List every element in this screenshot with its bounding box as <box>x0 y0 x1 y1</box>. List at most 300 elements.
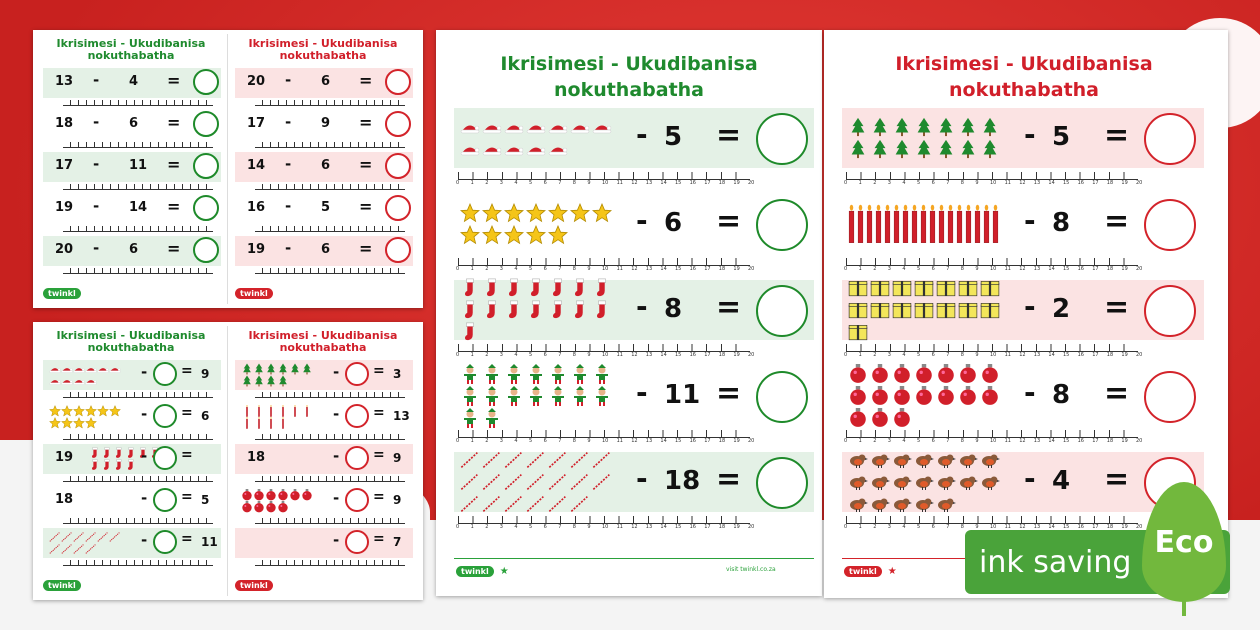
tick-label: 1 <box>858 438 862 444</box>
tick-label: 16 <box>689 352 696 358</box>
subtrahend: 6 <box>129 242 139 257</box>
minuend: 19 <box>55 200 74 215</box>
tick-label: 11 <box>616 352 623 358</box>
tick-label: 14 <box>1048 352 1055 358</box>
number-line <box>255 476 405 482</box>
tick-label: 3 <box>887 438 891 444</box>
answer-circle[interactable] <box>756 371 808 423</box>
tick-label: 18 <box>1106 266 1114 272</box>
tick-label: 5 <box>917 524 921 530</box>
tick-label: 3 <box>499 438 503 444</box>
subtrahend: 5 <box>321 200 331 215</box>
tick-label: 20 <box>1136 438 1143 444</box>
tick-label: 12 <box>1019 524 1026 530</box>
minus-sign: - <box>333 405 340 423</box>
answer-circle[interactable] <box>1144 113 1196 165</box>
tick-label: 11 <box>616 180 623 186</box>
subtrahend: 4 <box>129 74 139 89</box>
minus-sign: - <box>93 113 100 131</box>
list-item <box>235 360 413 390</box>
twinkl-logo: twinkl <box>43 288 81 299</box>
tick-label: 17 <box>1092 180 1099 186</box>
tick-label: 1 <box>858 352 862 358</box>
tick-label: 15 <box>675 524 682 530</box>
subtrahend: 9 <box>321 116 331 131</box>
answer-circle[interactable] <box>1144 285 1196 337</box>
tick-label: 20 <box>748 180 755 186</box>
equals-sign: = <box>1104 462 1130 497</box>
tick-label: 12 <box>1019 352 1026 358</box>
tick-label: 19 <box>1121 352 1128 358</box>
tick-label: 7 <box>946 266 950 272</box>
minus-sign: - <box>636 376 648 409</box>
tick-label: 16 <box>689 438 696 444</box>
answer-circle[interactable] <box>153 446 177 470</box>
tick-label: 5 <box>529 352 533 358</box>
equals-sign: = <box>181 447 193 463</box>
number-line <box>63 184 213 190</box>
subtrahend: 8 <box>664 294 683 324</box>
tick-label: 4 <box>514 352 518 358</box>
answer-circle[interactable] <box>153 362 177 386</box>
footer <box>844 566 897 577</box>
list-item <box>43 360 221 390</box>
equals-sign: = <box>167 239 181 258</box>
list-item <box>43 444 221 474</box>
subtrahend: 11 <box>129 158 148 173</box>
tick-label: 8 <box>572 352 576 358</box>
tick-label: 13 <box>645 438 653 444</box>
list-item <box>454 280 814 340</box>
tick-label: 0 <box>844 352 848 358</box>
tick-label: 1 <box>858 524 862 530</box>
list-item <box>842 452 1204 512</box>
tick-label: 2 <box>873 438 877 444</box>
tick-label: 16 <box>689 524 696 530</box>
tick-label: 18 <box>1106 524 1114 530</box>
minus-sign: - <box>93 239 100 257</box>
answer-circle[interactable] <box>193 153 219 179</box>
tick-label: 15 <box>1063 266 1070 272</box>
answer-circle[interactable] <box>193 237 219 263</box>
list-item <box>235 444 413 474</box>
equals-sign: = <box>167 113 181 132</box>
tick-label: 4 <box>514 438 518 444</box>
tick-label: 0 <box>844 438 848 444</box>
equals-sign: = <box>181 405 193 421</box>
tick-label: 15 <box>1063 352 1070 358</box>
tick-label: 17 <box>1092 438 1099 444</box>
minus-sign: - <box>285 71 292 89</box>
equals-sign: = <box>167 197 181 216</box>
tick-label: 4 <box>514 524 518 530</box>
subtrahend: 6 <box>664 208 683 238</box>
twinkl-logo: twinkl <box>235 288 273 299</box>
list-item <box>235 110 413 140</box>
footer <box>43 288 81 299</box>
eco-label: Eco <box>1154 524 1214 560</box>
tick-label: 17 <box>1092 524 1099 530</box>
equals-sign: = <box>373 531 385 547</box>
tick-label: 8 <box>572 524 576 530</box>
tick-label: 1 <box>858 266 862 272</box>
tick-label: 14 <box>660 352 667 358</box>
tick-label: 6 <box>543 438 547 444</box>
answer-circle[interactable] <box>385 111 411 137</box>
tick-label: 5 <box>529 438 533 444</box>
tick-label: 17 <box>704 266 711 272</box>
tick-label: 9 <box>587 352 591 358</box>
candle-icon <box>241 404 321 430</box>
tick-label: 4 <box>514 266 518 272</box>
answer-circle[interactable] <box>345 404 369 428</box>
tick-label: 1 <box>470 266 474 272</box>
tick-label: 8 <box>960 352 964 358</box>
tick-label: 1 <box>858 180 862 186</box>
number-line <box>255 226 405 232</box>
tick-label: 9 <box>975 438 979 444</box>
tick-label: 13 <box>1033 524 1041 530</box>
robin-icon <box>848 456 1018 508</box>
list-item <box>235 194 413 224</box>
tick-label: 2 <box>485 524 489 530</box>
stocking-icon <box>460 284 630 336</box>
minus-sign: - <box>636 462 648 495</box>
tick-label: 19 <box>733 352 740 358</box>
answer-circle[interactable] <box>1144 199 1196 251</box>
page-title: Ikrisimesi - Ukudibanisa nokuthabatha <box>56 37 206 62</box>
answer-circle[interactable] <box>385 195 411 221</box>
tick-label: 12 <box>631 352 638 358</box>
tick-label: 7 <box>558 266 562 272</box>
equals-sign: = <box>1104 290 1130 325</box>
minus-sign: - <box>93 71 100 89</box>
tick-label: 6 <box>931 438 935 444</box>
equals-sign: = <box>716 462 742 497</box>
list-item <box>43 402 221 432</box>
list-item <box>235 486 413 516</box>
answer-circle[interactable] <box>385 69 411 95</box>
page-title: Ikrisimesi - Ukudibanisa nokuthabatha <box>248 37 398 62</box>
subtrahend: 6 <box>321 158 331 173</box>
answer-circle[interactable] <box>1144 371 1196 423</box>
minus-sign: - <box>141 489 148 507</box>
subtrahend: 11 <box>664 380 701 410</box>
tick-label: 5 <box>529 266 533 272</box>
tick-label: 15 <box>675 180 682 186</box>
minus-sign: - <box>333 489 340 507</box>
tick-label: 7 <box>558 438 562 444</box>
minus-sign: - <box>141 405 148 423</box>
tick-label: 18 <box>718 266 726 272</box>
star-icon <box>49 404 129 430</box>
tick-label: 19 <box>733 266 740 272</box>
number-line <box>458 430 750 438</box>
tick-label: 3 <box>499 352 503 358</box>
tick-label: 2 <box>485 352 489 358</box>
present-icon <box>848 284 1018 336</box>
tick-label: 14 <box>1048 266 1055 272</box>
tick-label: 3 <box>499 266 503 272</box>
tick-label: 0 <box>456 352 460 358</box>
tick-label: 18 <box>718 438 726 444</box>
subtrahend: 6 <box>321 74 331 89</box>
tick-label: 8 <box>960 180 964 186</box>
tick-label: 19 <box>733 180 740 186</box>
tree-icon <box>848 112 1018 164</box>
tick-label: 6 <box>931 266 935 272</box>
subtrahend: 5 <box>664 122 683 152</box>
answer-circle[interactable] <box>193 111 219 137</box>
tick-label: 13 <box>645 266 653 272</box>
number-line <box>458 258 750 266</box>
tick-label: 10 <box>602 352 609 358</box>
answer-circle[interactable] <box>756 113 808 165</box>
answer-circle[interactable] <box>345 530 369 554</box>
tick-label: 3 <box>499 524 503 530</box>
minus-sign: - <box>285 239 292 257</box>
subtrahend: 14 <box>129 200 148 215</box>
tick-label: 10 <box>990 438 997 444</box>
answer-circle[interactable] <box>756 457 808 509</box>
tick-label: 14 <box>1048 180 1055 186</box>
tick-label: 11 <box>1004 180 1011 186</box>
tick-label: 6 <box>543 180 547 186</box>
subtrahend: 6 <box>129 116 139 131</box>
equals-sign: = <box>181 489 193 505</box>
equals-sign: = <box>1104 204 1130 239</box>
answer-circle[interactable] <box>385 237 411 263</box>
tick-label: 17 <box>704 438 711 444</box>
minus-sign: - <box>93 197 100 215</box>
tick-label: 20 <box>1136 180 1143 186</box>
tick-label: 18 <box>718 524 726 530</box>
tick-label: 5 <box>917 266 921 272</box>
minuend: 16 <box>247 200 266 215</box>
answer-circle[interactable] <box>153 530 177 554</box>
tick-label: 2 <box>873 180 877 186</box>
equals-sign: = <box>359 155 373 174</box>
list-item <box>454 452 814 512</box>
tick-label: 12 <box>1019 180 1026 186</box>
number-line <box>63 268 213 274</box>
tick-label: 20 <box>748 524 755 530</box>
tick-label: 10 <box>990 266 997 272</box>
tick-label: 8 <box>960 438 964 444</box>
minuend: 20 <box>55 242 74 257</box>
minus-sign: - <box>1024 118 1036 151</box>
list-item <box>454 194 814 254</box>
tick-label: 0 <box>844 266 848 272</box>
answer-circle[interactable] <box>345 362 369 386</box>
answer-circle[interactable] <box>193 69 219 95</box>
tick-label: 4 <box>902 524 906 530</box>
tick-label: 13 <box>1033 180 1041 186</box>
tick-label: 12 <box>631 180 638 186</box>
list-item <box>43 152 221 182</box>
tick-label: 8 <box>960 524 964 530</box>
tick-label: 4 <box>902 438 906 444</box>
answer-circle[interactable] <box>345 488 369 512</box>
result: 9 <box>393 451 402 465</box>
tick-label: 7 <box>946 438 950 444</box>
minuend: 19 <box>247 242 266 257</box>
tick-label: 2 <box>485 180 489 186</box>
answer-circle[interactable] <box>345 446 369 470</box>
tick-label: 11 <box>616 524 623 530</box>
tick-label: 7 <box>558 524 562 530</box>
tick-label: 13 <box>1033 438 1041 444</box>
tick-label: 6 <box>931 180 935 186</box>
number-line <box>63 100 213 106</box>
tick-label: 18 <box>1106 438 1114 444</box>
candle-icon <box>848 198 1018 250</box>
list-item <box>43 236 221 266</box>
list-item <box>235 68 413 98</box>
number-line <box>458 344 750 352</box>
star-icon: ★ <box>499 566 509 577</box>
number-line <box>255 560 405 566</box>
tick-label: 1 <box>470 438 474 444</box>
equals-sign: = <box>167 71 181 90</box>
tick-label: 15 <box>675 438 682 444</box>
tick-label: 10 <box>990 180 997 186</box>
minuend: 19 <box>55 450 74 465</box>
tick-label: 16 <box>1077 180 1084 186</box>
minuend: 18 <box>247 450 266 465</box>
minus-sign: - <box>333 363 340 381</box>
tick-label: 6 <box>931 524 935 530</box>
number-line <box>255 434 405 440</box>
subtrahend: 18 <box>664 466 701 496</box>
result: 7 <box>393 535 402 549</box>
page-title: Ikrisimesi - Ukudibanisa nokuthabatha <box>500 53 758 101</box>
tick-label: 14 <box>660 180 667 186</box>
result: 9 <box>393 493 402 507</box>
tick-label: 18 <box>718 180 726 186</box>
tick-label: 16 <box>1077 266 1084 272</box>
list-item <box>43 110 221 140</box>
tick-label: 17 <box>704 352 711 358</box>
twinkl-logo: twinkl <box>43 580 81 591</box>
tick-label: 14 <box>660 266 667 272</box>
minuend: 18 <box>55 492 74 507</box>
tick-label: 17 <box>704 180 711 186</box>
minus-sign: - <box>285 113 292 131</box>
equals-sign: = <box>716 204 742 239</box>
tick-label: 13 <box>645 180 653 186</box>
number-line <box>255 184 405 190</box>
answer-circle[interactable] <box>756 285 808 337</box>
ink-saving-label: ink saving <box>979 544 1132 580</box>
tick-label: 0 <box>456 180 460 186</box>
mini-sheet-1 <box>33 30 423 308</box>
tick-label: 9 <box>587 266 591 272</box>
tick-label: 2 <box>873 266 877 272</box>
subtrahend: 2 <box>1052 294 1071 324</box>
result: 5 <box>201 493 210 507</box>
list-item <box>43 194 221 224</box>
tick-label: 12 <box>631 266 638 272</box>
minus-sign: - <box>1024 290 1036 323</box>
footer-rule <box>454 558 814 559</box>
list-item <box>454 108 814 168</box>
tick-label: 3 <box>887 266 891 272</box>
tick-label: 1 <box>470 524 474 530</box>
answer-circle[interactable] <box>756 199 808 251</box>
minus-sign: - <box>333 447 340 465</box>
tick-label: 13 <box>645 524 653 530</box>
answer-circle[interactable] <box>153 404 177 428</box>
tick-label: 17 <box>1092 266 1099 272</box>
answer-circle[interactable] <box>385 153 411 179</box>
tick-label: 5 <box>917 180 921 186</box>
tick-label: 20 <box>1136 266 1143 272</box>
tick-label: 11 <box>1004 524 1011 530</box>
footer <box>235 288 273 299</box>
tick-label: 6 <box>543 352 547 358</box>
tick-label: 9 <box>587 524 591 530</box>
tick-label: 9 <box>975 524 979 530</box>
tick-label: 11 <box>1004 352 1011 358</box>
equals-sign: = <box>716 290 742 325</box>
minus-sign: - <box>1024 376 1036 409</box>
number-line <box>63 392 213 398</box>
tick-label: 0 <box>844 180 848 186</box>
number-line <box>255 518 405 524</box>
list-item <box>842 194 1204 254</box>
tick-label: 10 <box>602 524 609 530</box>
tick-label: 0 <box>844 524 848 530</box>
star-icon: ★ <box>887 566 897 577</box>
big-sheet-green <box>436 30 822 596</box>
tick-label: 14 <box>660 524 667 530</box>
tick-label: 18 <box>1106 352 1114 358</box>
tick-label: 14 <box>660 438 667 444</box>
tick-label: 18 <box>1106 180 1114 186</box>
minus-sign: - <box>1024 204 1036 237</box>
tick-label: 16 <box>1077 524 1084 530</box>
minus-sign: - <box>141 363 148 381</box>
tick-label: 7 <box>558 180 562 186</box>
footer <box>43 580 81 591</box>
list-item <box>235 402 413 432</box>
tick-label: 18 <box>718 352 726 358</box>
tick-label: 10 <box>602 438 609 444</box>
answer-circle[interactable] <box>153 488 177 512</box>
tick-label: 7 <box>558 352 562 358</box>
tick-label: 8 <box>572 438 576 444</box>
tick-label: 4 <box>902 266 906 272</box>
tick-label: 6 <box>543 524 547 530</box>
tick-label: 8 <box>572 180 576 186</box>
page-title: Ikrisimesi - Ukudibanisa nokuthabatha <box>56 329 206 354</box>
answer-circle[interactable] <box>193 195 219 221</box>
tick-label: 7 <box>946 524 950 530</box>
minuend: 17 <box>55 158 74 173</box>
result: 11 <box>201 535 218 549</box>
equals-sign: = <box>359 239 373 258</box>
bauble-icon <box>848 370 1018 422</box>
minus-sign: - <box>285 197 292 215</box>
twinkl-logo: twinkl <box>844 566 882 577</box>
number-line <box>846 344 1138 352</box>
twinkl-logo: twinkl <box>456 566 494 577</box>
tick-label: 4 <box>902 352 906 358</box>
equals-sign: = <box>373 363 385 379</box>
tick-label: 9 <box>975 352 979 358</box>
bauble-icon <box>241 488 321 514</box>
